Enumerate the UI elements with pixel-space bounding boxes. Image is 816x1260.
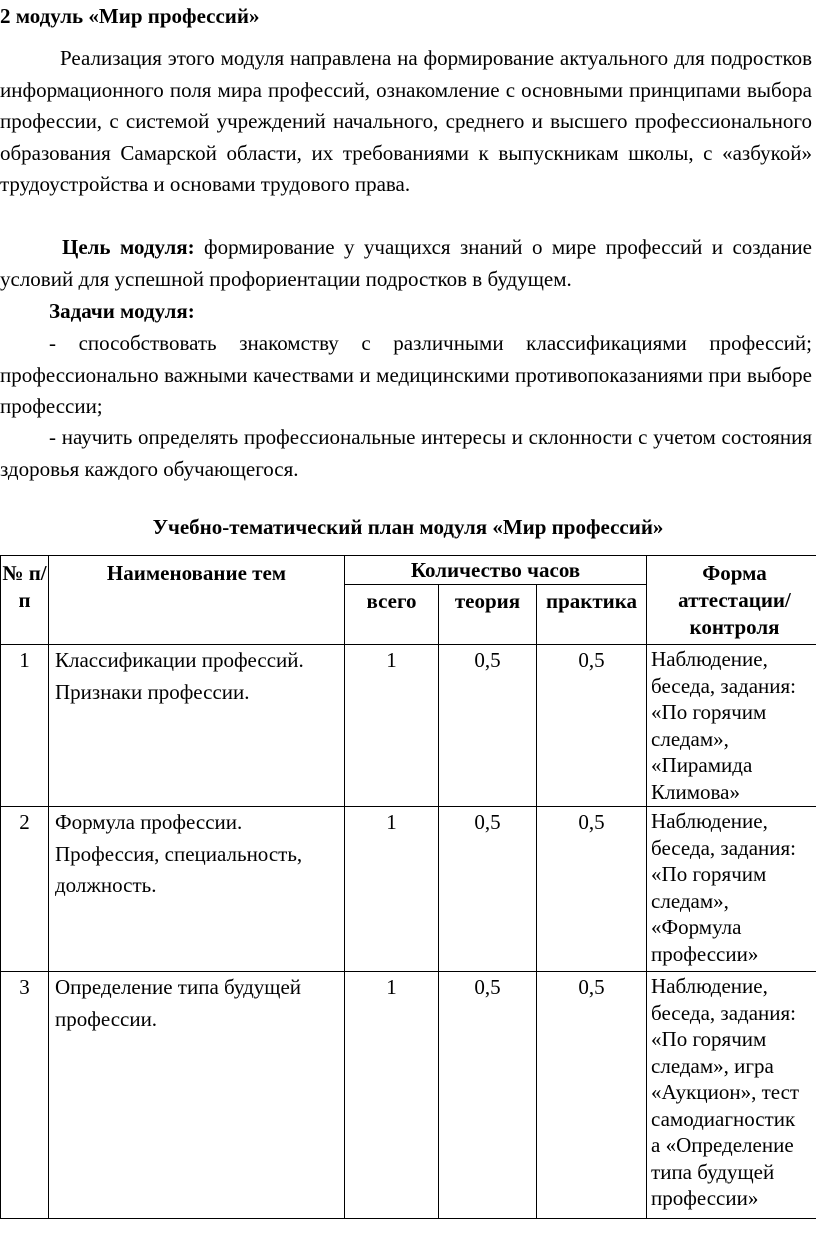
row-topic: Формула профессии. Профессия, специальность, должность. [49, 807, 345, 972]
header-total: всего [345, 585, 439, 645]
intro-paragraph: Реализация этого модуля направлена на формирование актуального для подростков информационного поля мира профессий, ознакомление с основными принципами выбора профессии, с системой учреждений начального, среднего и высшего профессионального образования Самарской области, их требованиями к выпускникам школы, с «азбукой» трудоустройства и основами трудового права. [0, 46, 812, 196]
goal-label: Цель модуля: [62, 235, 195, 259]
goal-paragraph [0, 232, 812, 295]
row-total: 1 [345, 807, 439, 972]
row-practice: 0,5 [537, 645, 647, 807]
row-theory: 0,5 [439, 972, 537, 1219]
thematic-plan-table [0, 555, 816, 1219]
form-line: следам», [651, 726, 729, 751]
header-theory: теория [439, 585, 537, 645]
row-form [647, 807, 816, 972]
table-row [1, 972, 816, 1219]
form-line: а «Определение [651, 1133, 794, 1157]
row-num: 3 [1, 972, 49, 1219]
form-line: беседа, задания: [651, 835, 797, 860]
form-line: «По горячим [651, 700, 767, 724]
tasks-label: Задачи модуля: [49, 299, 195, 323]
form-line: самодиагностик [651, 1106, 796, 1131]
form-line: «Аукцион», тест [651, 1080, 800, 1104]
form-line: «Пирамида [651, 753, 753, 777]
form-line: профессии» [651, 941, 759, 966]
form-line: профессии» [651, 1186, 759, 1210]
form-line: беседа, задания: [651, 673, 797, 698]
table-title: Учебно-тематический план модуля «Мир профессий» [152, 515, 664, 539]
form-line: Наблюдение, [651, 647, 768, 671]
form-line: «Формула [651, 915, 742, 939]
form-line: «По горячим [651, 1027, 767, 1051]
module-heading: 2 модуль «Мир профессий» [0, 4, 260, 28]
form-line: беседа, задания: [651, 1000, 797, 1025]
row-topic: Определение типа будущей профессии. [49, 972, 345, 1219]
table-row [1, 645, 816, 807]
row-theory: 0,5 [439, 807, 537, 972]
row-form [647, 645, 816, 807]
header-practice: практика [537, 585, 647, 645]
form-line: следам», игра [651, 1053, 774, 1078]
header-num: № п/п [1, 556, 49, 645]
form-line: следам», [651, 888, 729, 913]
row-theory: 0,5 [439, 645, 537, 807]
goal-text: формирование у учащихся знаний о мире профессий и создание условий для успешной профориентации подростков в будущем. [0, 235, 812, 291]
row-num: 1 [1, 645, 49, 807]
row-form [647, 972, 816, 1219]
header-topic: Наименование тем [49, 556, 345, 645]
form-line: Климова» [651, 779, 741, 804]
row-practice: 0,5 [537, 972, 647, 1219]
form-line: типа будущей [651, 1159, 775, 1184]
form-line: Наблюдение, [651, 974, 768, 998]
form-line: «По горячим [651, 862, 767, 886]
table-row [1, 807, 816, 972]
row-num: 2 [1, 807, 49, 972]
task-item: - способствовать знакомству с различными классификациями профессий; профессионально важными качествами и медицинскими противопоказаниями при выборе профессии; [0, 331, 812, 418]
row-practice: 0,5 [537, 807, 647, 972]
row-topic: Классификации профессий. Признаки профессии. [49, 645, 345, 807]
row-total: 1 [345, 645, 439, 807]
task-item: - научить определять профессиональные интересы и склонности с учетом состояния здоровья каждого обучающегося. [0, 425, 812, 481]
header-form: Форма аттестации/ контроля [647, 556, 816, 645]
header-hours: Количество часов [345, 556, 647, 585]
form-line: Наблюдение, [651, 809, 768, 833]
row-total: 1 [345, 972, 439, 1219]
